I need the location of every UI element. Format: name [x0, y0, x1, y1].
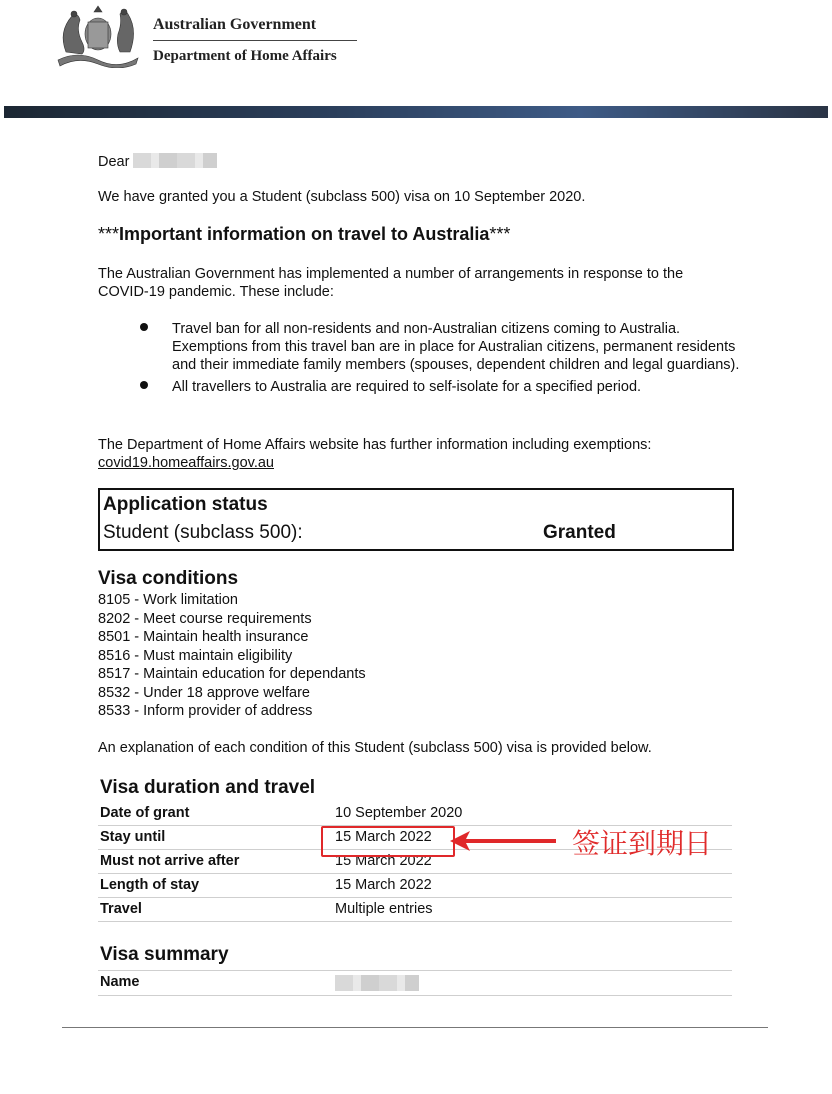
list-item — [130, 378, 740, 396]
department-title: Department of Home Affairs — [153, 48, 337, 64]
row-label: Length of stay — [100, 877, 200, 893]
website-line: The Department of Home Affairs website has further information including exemptions: — [98, 437, 652, 453]
row-value: 15 March 2022 — [335, 877, 432, 893]
header-divider — [153, 40, 357, 41]
table-row — [98, 970, 732, 996]
application-status-box — [98, 488, 734, 551]
bullet-text: Travel ban for all non-residents and non-Australian citizens coming to Australia. Exemptions from this travel ban are in place for Australian citizens, permanent residents and their immediate family members (spouses, dependent children and legal guardians). — [172, 321, 740, 373]
list-item: 8532 - Under 18 approve welfare — [98, 684, 310, 701]
list-item — [130, 320, 740, 374]
status-value: Granted — [543, 522, 616, 543]
conditions-explanation: An explanation of each condition of this Student (subclass 500) visa is provided below. — [98, 740, 652, 756]
redacted-name — [133, 153, 217, 168]
bullet-icon — [140, 381, 148, 389]
row-value: 15 March 2022 — [335, 829, 432, 845]
duration-title: Visa duration and travel — [100, 777, 316, 798]
table-row — [98, 898, 732, 922]
coat-of-arms-icon — [48, 2, 148, 68]
expiry-highlight-box — [321, 826, 455, 857]
name-label: Name — [100, 974, 140, 990]
row-value: 10 September 2020 — [335, 805, 463, 821]
expiry-annotation: 签证到期日 — [572, 827, 713, 860]
arrow-left-icon — [448, 826, 558, 856]
conditions-title: Visa conditions — [98, 568, 239, 589]
duration-table — [98, 802, 732, 922]
summary-title: Visa summary — [100, 944, 229, 965]
grant-sentence: We have granted you a Student (subclass 500) visa on 10 September 2020. — [98, 189, 586, 205]
bullet-list — [130, 320, 740, 400]
list-item: 8202 - Meet course requirements — [98, 610, 312, 627]
list-item: 8533 - Inform provider of address — [98, 703, 313, 719]
status-title: Application status — [103, 494, 268, 515]
website-link[interactable]: covid19.homeaffairs.gov.au — [98, 455, 274, 471]
heading-suffix: *** — [489, 224, 511, 244]
list-item: 8516 - Must maintain eligibility — [98, 647, 293, 664]
row-value: Multiple entries — [335, 901, 433, 917]
status-label: Student (subclass 500): — [103, 522, 303, 543]
government-title: Australian Government — [153, 16, 317, 33]
header-band — [4, 106, 828, 118]
heading-prefix: *** — [98, 224, 120, 244]
bullet-icon — [140, 323, 148, 331]
table-row — [98, 874, 732, 898]
intro-line-2: COVID-19 pandemic. These include: — [98, 284, 334, 300]
list-item: 8105 - Work limitation — [98, 592, 238, 608]
list-item: 8501 - Maintain health insurance — [98, 629, 309, 645]
bullet-text: All travellers to Australia are required to self-isolate for a specified period. — [172, 379, 642, 395]
important-heading — [98, 224, 510, 245]
row-label: Stay until — [100, 829, 166, 845]
footer-divider — [62, 1027, 768, 1028]
row-value: 15 March 2022 — [335, 853, 432, 869]
heading-title: Important information on travel to Australia — [119, 224, 490, 244]
list-item: 8517 - Maintain education for dependants — [98, 666, 366, 682]
redacted-name — [335, 975, 419, 991]
greeting-text: Dear — [98, 154, 130, 170]
intro-line-1: The Australian Government has implemented a number of arrangements in response to the — [98, 266, 684, 282]
row-label: Must not arrive after — [100, 853, 240, 869]
greeting-line — [98, 153, 217, 171]
conditions-list — [98, 591, 366, 721]
row-label: Date of grant — [100, 805, 190, 821]
row-label: Travel — [100, 901, 142, 917]
